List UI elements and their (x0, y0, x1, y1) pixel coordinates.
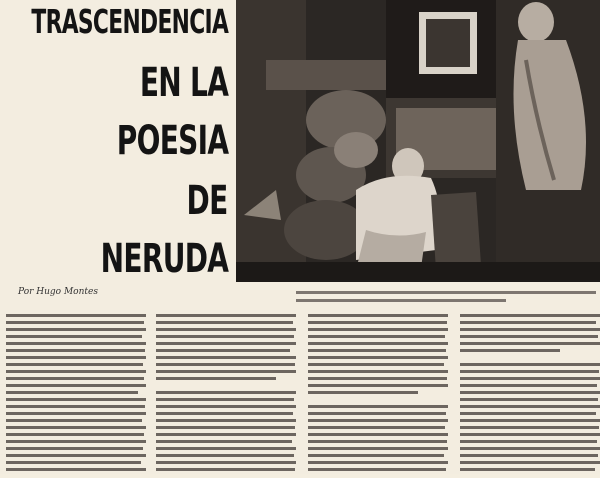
headline-line: TRASCENDENCIA (31, 2, 228, 41)
photo-caption (296, 289, 596, 310)
headline-line: NERUDA (100, 236, 228, 282)
photo-illustration (236, 0, 600, 282)
headline-line: POESIA (116, 118, 228, 164)
column-text-lines (308, 312, 448, 474)
article-column (156, 312, 296, 474)
photo-neruda (236, 0, 600, 282)
column-text-lines (460, 312, 600, 474)
article-column (308, 312, 448, 474)
article-body (6, 312, 600, 474)
headline-line: DE (187, 178, 228, 224)
column-text-lines (156, 312, 296, 474)
headline-line: EN LA (139, 60, 228, 106)
column-text-lines (6, 312, 146, 474)
byline: Por Hugo Montes (18, 287, 98, 297)
caption-text-lines (296, 289, 596, 307)
article-column (460, 312, 600, 474)
article-column (6, 312, 146, 474)
